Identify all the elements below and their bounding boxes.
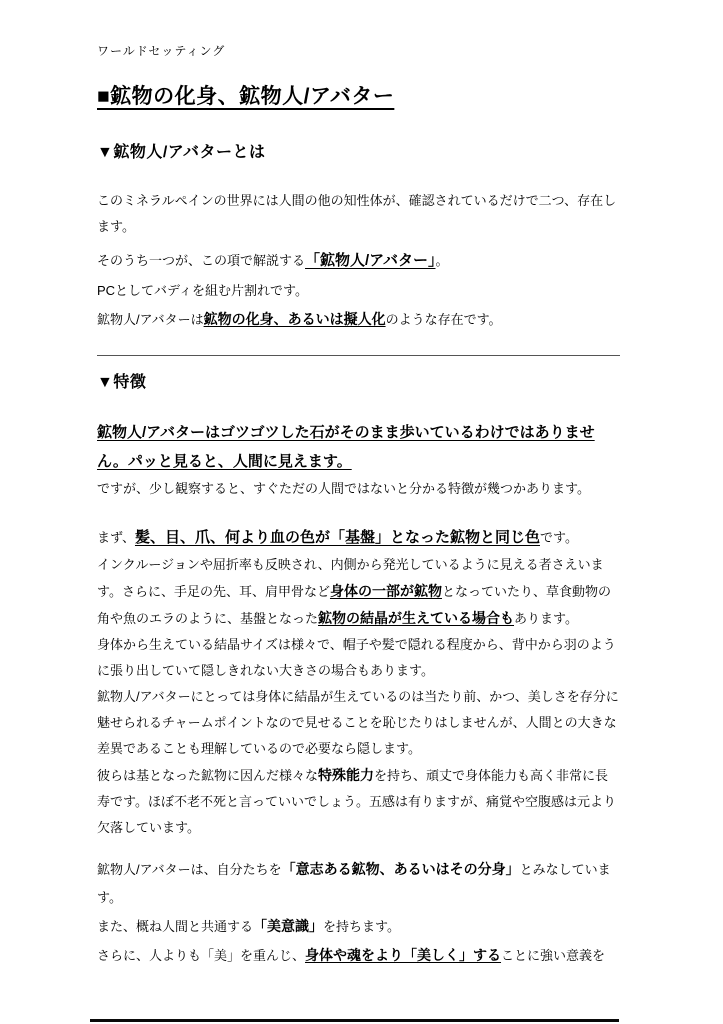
text-run: インクルージョンや屈折率も反映され、内側から発光しているように見える者さえいます。さらに、手足の先、耳、肩甲骨など (97, 557, 604, 599)
text-run: 鉱物人/アバターは、自分たちを (97, 862, 282, 877)
doc-header: ワールドセッティング (97, 44, 226, 58)
text-run: を持ち、頑丈で身体能力も高く非常に長寿です。ほぼ不老不死と言っていいでしょう。五感は有りますが、痛覚や空腹感は元より欠落しています。 (97, 768, 616, 835)
paragraph-features-2: ですが、少し観察すると、すぐただの人間ではないと分かる特徴が幾つかあります。 (97, 481, 590, 496)
emphasis-run: 特殊能力 (318, 767, 375, 783)
section-intro (97, 142, 620, 333)
text-run: のような存在です。 (385, 312, 502, 327)
emphasis-run: 鉱物の結晶が生えている場合も (318, 610, 515, 626)
text-run: です。 (539, 530, 578, 545)
paragraph-features-7 (97, 762, 620, 841)
paragraph-features-6: 鉱物人/アバターにとっては身体に結晶が生えているのは当たり前、かつ、美しさを存分に魅せられるチャームポイントなので見せることを恥じたりはしませんが、人間との大きな差異であることも理解しているので必要なら隠します。 (97, 689, 619, 756)
text-run: を持ちます。 (323, 919, 400, 934)
text-run: 鉱物人/アバターは (97, 312, 204, 327)
doc-title: ■鉱物の化身、鉱物人/アバター (97, 85, 395, 108)
emphasis-run: 身体や魂をより「美しく」する (305, 947, 502, 963)
text-run: とみなしています。 (97, 862, 611, 905)
paragraph-features-8 (97, 855, 620, 912)
text-run: また、概ね人間と共通する (97, 919, 254, 934)
text-run: さらに、人よりも「美」を重んじ、 (97, 948, 306, 963)
paragraph-features-5: 身体から生えている結晶サイズは様々で、帽子や髪で隠れる程度から、背中から羽のように張り出していて隠しきれない大きさの場合もあります。 (97, 637, 616, 678)
emphasis-run: 鉱物の化身、あるいは擬人化 (203, 311, 386, 327)
emphasis-run: 身体の一部が鉱物 (329, 583, 442, 599)
paragraph-intro-1: このミネラルペインの世界には人間の他の知性体が、確認されているだけで二つ、存在します。 (97, 193, 617, 234)
emphasis-run: 「意志ある鉱物、あるいはその分身」 (281, 861, 520, 877)
paragraph-features-4 (97, 552, 620, 632)
text-run: そのうち一つが、この項で解説する (97, 253, 306, 268)
paragraph-intro-2 (97, 246, 620, 276)
paragraph-intro-4 (97, 306, 620, 333)
paragraph-features-10 (97, 941, 620, 970)
paragraph-features-9 (97, 912, 620, 941)
text-run: となっていたり、草食動物の角や魚のエラのように、基盤となった (97, 584, 611, 626)
section-intro-heading: ▼鉱物人/アバターとは (97, 144, 266, 161)
section-divider (97, 355, 620, 356)
paragraph-features-lead: 鉱物人/アバターはゴツゴツした石がそのまま歩いているわけではありません。パッと見ると、人間に見えます。 (97, 424, 595, 470)
section-features-heading: ▼特徴 (97, 374, 147, 391)
text-run: ことに強い意義を (501, 948, 606, 963)
emphasis-run: 髪、目、爪、何より血の色が「基盤」となった鉱物と同じ色 (134, 529, 540, 546)
next-heading-underline-partial (90, 1019, 619, 1022)
paragraph-intro-3: PCとしてバディを組む片割れです。 (97, 283, 308, 298)
emphasis-run: 「美意識」 (253, 918, 324, 934)
paragraph-features-3 (97, 524, 620, 552)
text-run: あります。 (514, 611, 578, 626)
text-run: 彼らは基となった鉱物に因んだ様々な (97, 768, 319, 783)
text-run: まず、 (97, 530, 135, 545)
emphasis-run: 「鉱物人/アバター」 (305, 252, 436, 269)
text-run: 。 (435, 253, 449, 268)
section-features (97, 372, 620, 970)
